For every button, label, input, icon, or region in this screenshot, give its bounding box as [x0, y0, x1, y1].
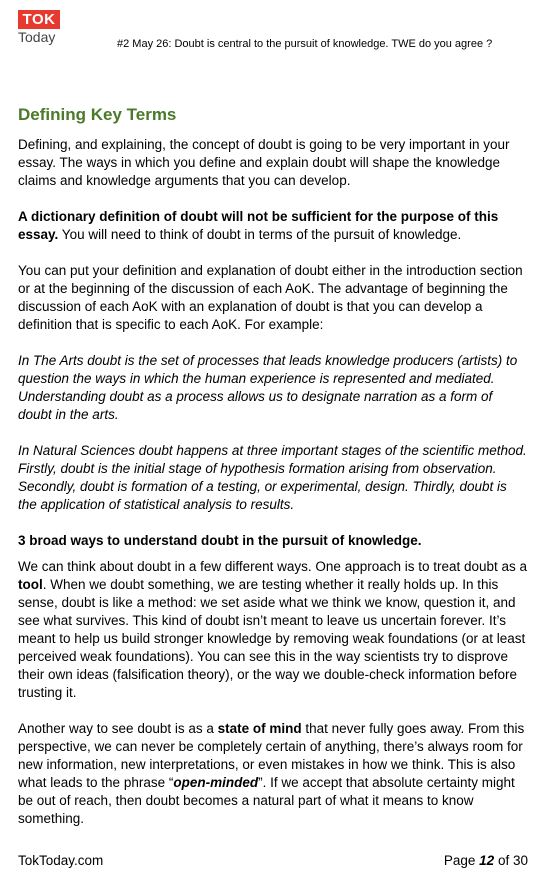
paragraph-intro: Defining, and explaining, the concept of doubt is going to be very important in your essay. The ways in which you define and explain doubt will shape the knowledge claims and knowledge arguments that you can develop. — [18, 137, 510, 188]
total-pages: 30 — [512, 853, 528, 868]
paragraph-state-of-mind — [18, 720, 528, 828]
footer-site: TokToday.com — [18, 853, 104, 868]
state-text-c: ”. If we accept that absolute certainty might be out of reach, then doubt becomes a natural part of what it means to know something. — [18, 775, 515, 826]
main-content — [18, 104, 528, 846]
current-page: 12 — [479, 853, 495, 868]
paragraph-dictionary — [18, 208, 528, 244]
state-text-a: Another way to see doubt is as a — [18, 721, 218, 736]
tool-text-a: We can think about doubt in a few different ways. One approach is to treat doubt as a — [18, 559, 528, 574]
toktoday-logo — [18, 10, 62, 46]
open-minded-text: open-minded — [173, 775, 259, 790]
paragraph-science-example: In Natural Sciences doubt happens at three important stages of the scientific method. Firstly, doubt is the initial stage of hypothesis formation arising from observation. Secondly, doubt is formation of a testing, or experimental, design. Thirdly, doubt is the application of statistical analysis to results. — [18, 443, 527, 512]
logo-tok-text: TOK — [18, 10, 60, 29]
dictionary-bold-text: A dictionary definition of doubt will not be sufficient for the purpose of this essay. — [18, 209, 499, 242]
section-heading: Defining Key Terms — [18, 105, 177, 124]
logo-today-text: Today — [18, 29, 56, 45]
paragraph-arts-example: In The Arts doubt is the set of processes that leads knowledge producers (artists) to question the ways in which the human experience is represented and mediated. Understanding doubt as a process allows us to designate narration as a form of doubt in the arts. — [18, 353, 518, 422]
header-title: #2 May 26: Doubt is central to the pursuit of knowledge. TWE do you agree ? — [117, 38, 493, 50]
subheading-text: 3 broad ways to understand doubt in the pursuit of knowledge. — [18, 533, 422, 548]
paragraph-doubt-tool — [18, 558, 528, 702]
footer-page-number — [444, 853, 528, 868]
of-label: of — [494, 853, 513, 868]
page-label: Page — [443, 853, 480, 868]
subheading-three-ways — [18, 532, 528, 550]
dictionary-rest-text: You will need to think of doubt in terms of the pursuit of knowledge. — [58, 227, 462, 242]
tool-text-b: . When we doubt something, we are testing whether it really holds up. In this sense, doubt is like a method: we set aside what we think we know, question it, and see what survives. This kind of doubt isn’t meant to leave us uncertain forever. It’s meant to help us build stronger knowledge by removing weak foundations (or at least perceived weak foundations). You can see this in the way scientists try to disprove their own ideas (falsification theory), or the way we double-check information before trusting it. — [18, 577, 526, 700]
tool-bold-text: tool — [18, 577, 43, 592]
state-bold-text: state of mind — [217, 721, 302, 736]
state-text-b: that never fully goes away. From this perspective, we can never be completely certain of anything, there’s always room for new information, new interpretations, or even mistakes in how we think. This is also what leads to the phrase “ — [18, 721, 525, 790]
paragraph-placement: You can put your definition and explanation of doubt either in the introduction section or at the beginning of the discussion of each AoK. The advantage of beginning the discussion of each AoK with an explanation of doubt is that you can develop a definition that is specific to each AoK. For example: — [18, 263, 523, 332]
